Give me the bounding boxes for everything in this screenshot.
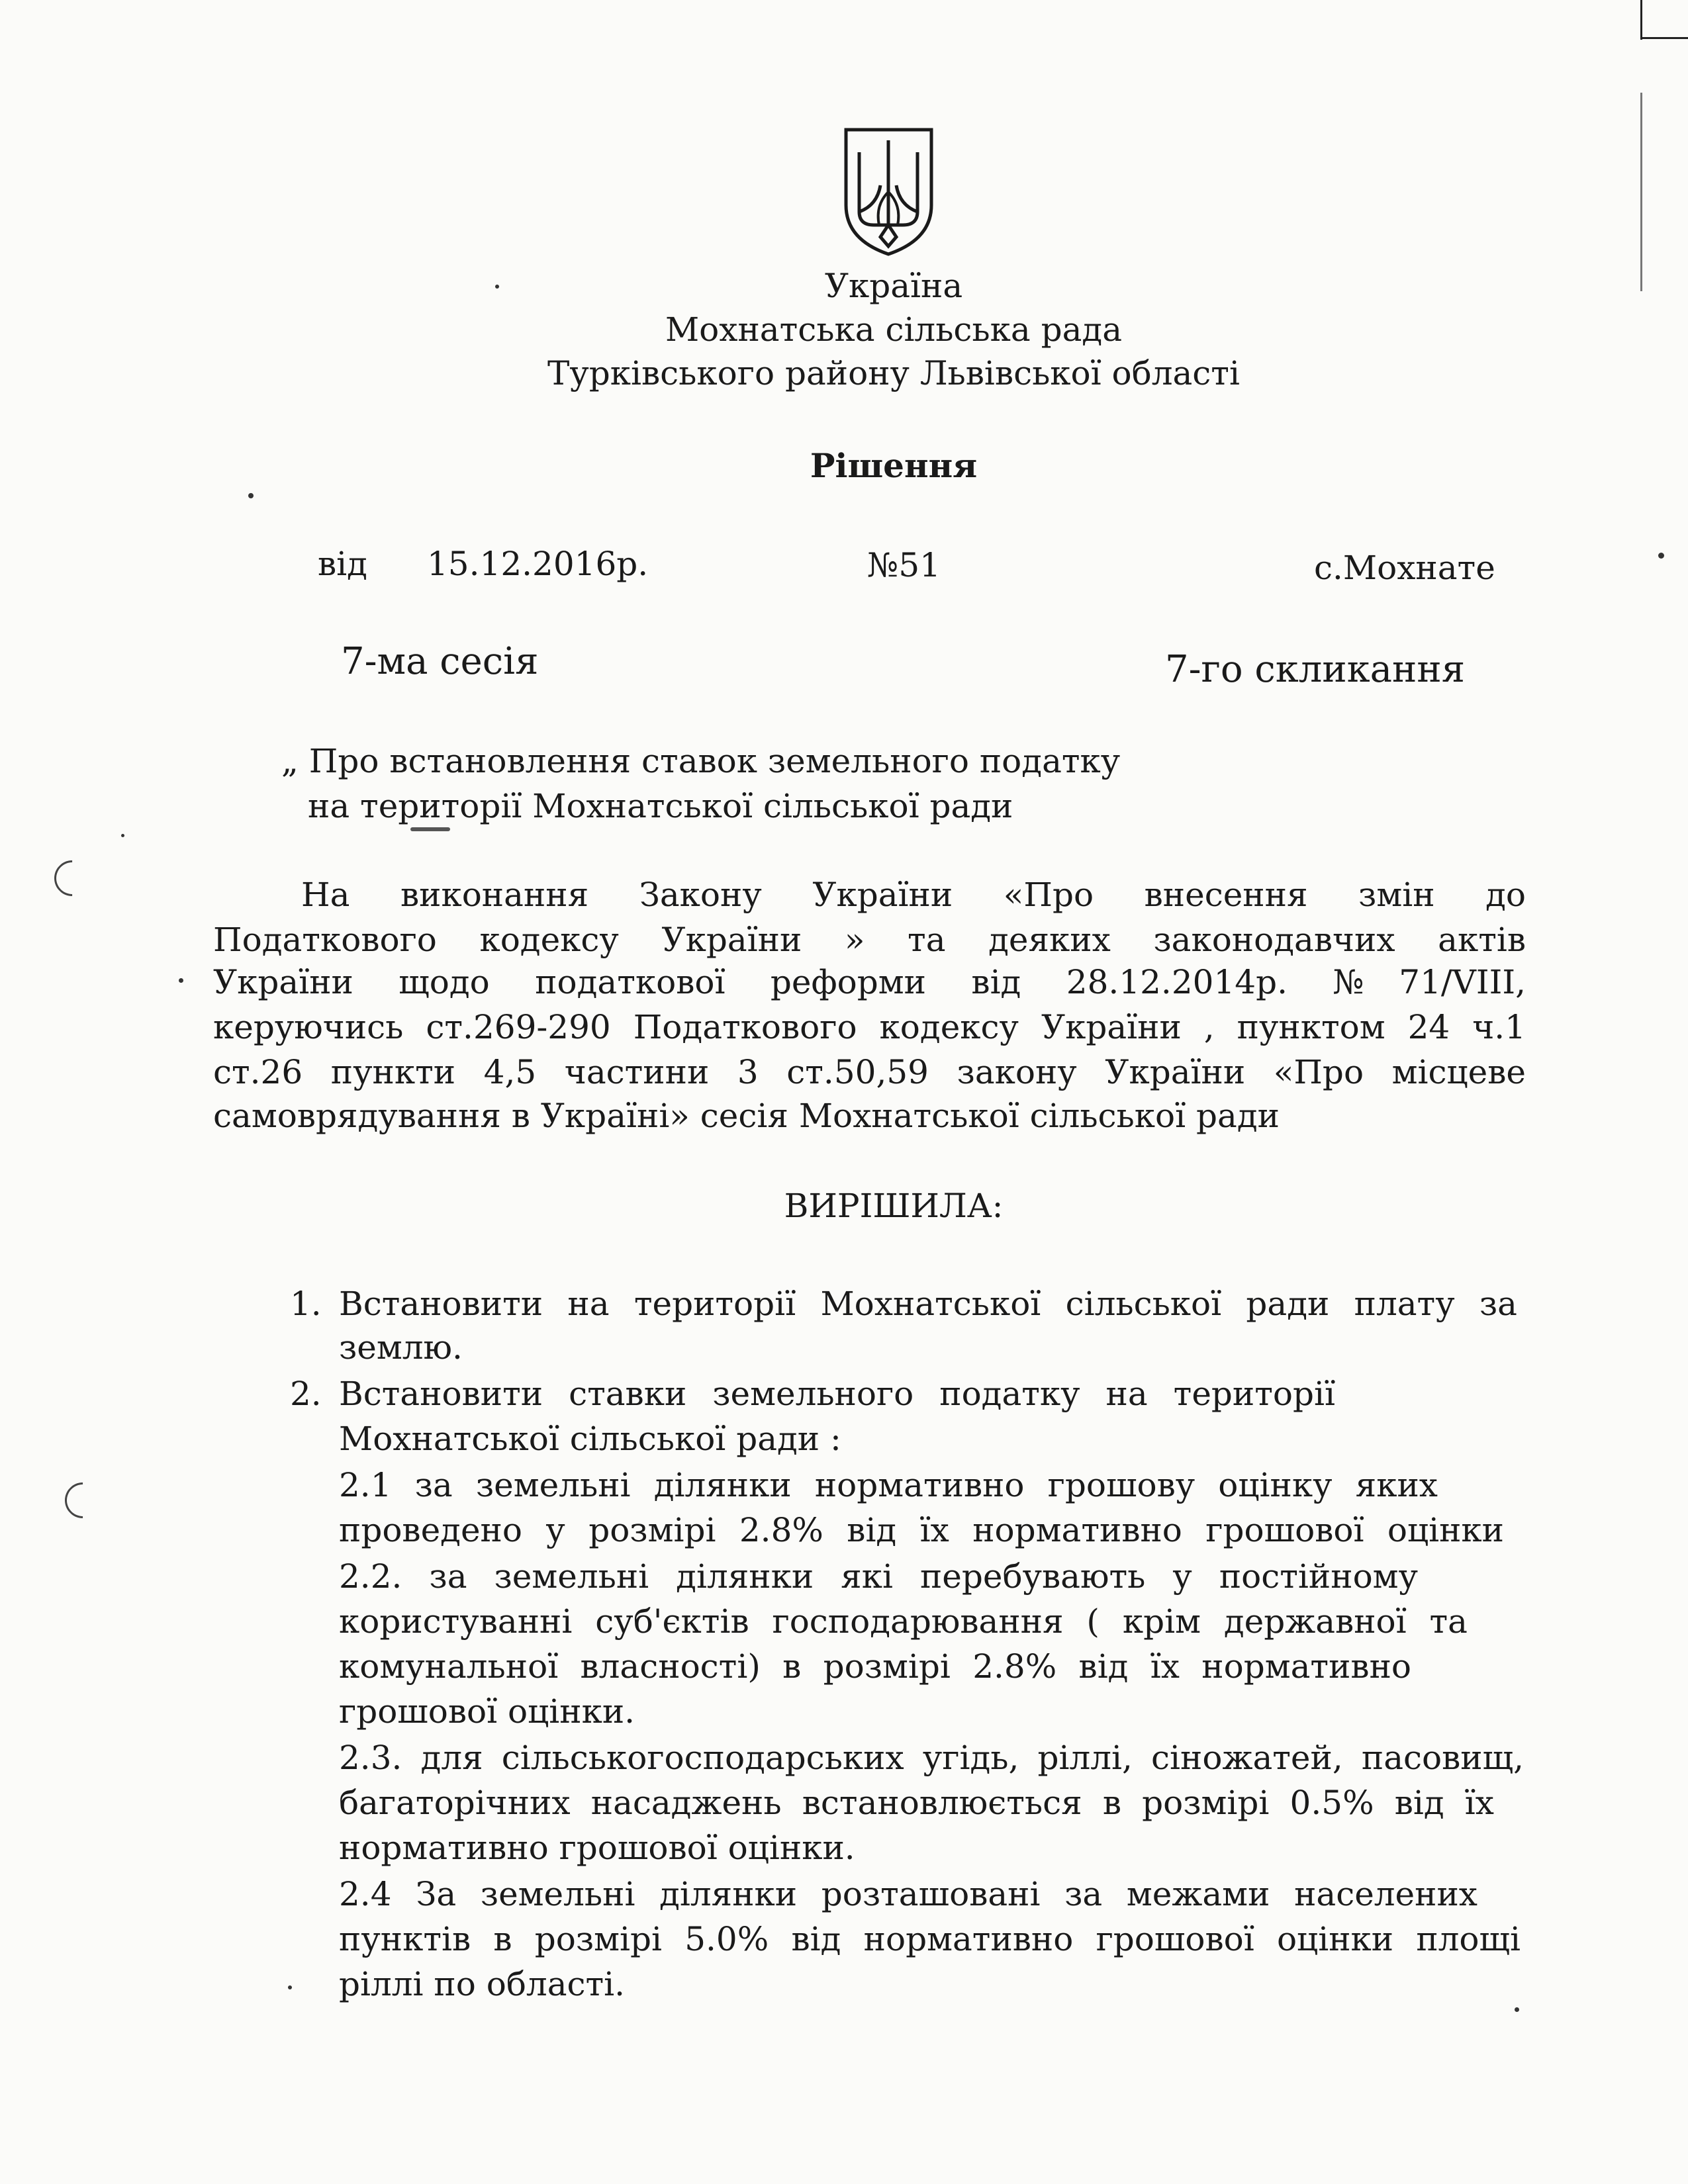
item-2-number: 2. bbox=[290, 1375, 322, 1413]
preamble-line: України щодо податкової реформи від 28.12.2014р. №71/VIII, bbox=[213, 963, 1526, 1001]
subject-line-2: на території Мохнатської сільської ради bbox=[308, 787, 1013, 825]
scan-speck bbox=[179, 978, 183, 983]
subject-line-1: „ Про встановлення ставок земельного податку bbox=[281, 742, 1121, 780]
village-name: с.Мохнате bbox=[1314, 549, 1495, 587]
scan-edge-line bbox=[1640, 37, 1688, 39]
convocation-label: 7-го скликання bbox=[1165, 648, 1466, 691]
decision-date: 15.12.2016р. bbox=[427, 545, 649, 583]
scan-speck bbox=[495, 285, 499, 289]
subitem-2-4-line: пунктів в розмірі 5.0% від нормативно грошової оцінки площі bbox=[339, 1920, 1521, 1958]
scan-speck bbox=[248, 493, 254, 498]
scan-edge-line bbox=[1640, 93, 1642, 291]
preamble-line: самоврядування в Україні» сесія Мохнатської сільської ради bbox=[213, 1097, 1280, 1135]
scan-punch-hole-mark bbox=[47, 853, 97, 903]
date-prefix: від bbox=[318, 545, 367, 583]
preamble-line: керуючись ст.269-290 Податкового кодексу України , пунктом 24 ч.1 bbox=[213, 1008, 1526, 1046]
country-title: Україна bbox=[824, 267, 963, 305]
decided-heading: ВИРІШИЛА: bbox=[784, 1187, 1004, 1225]
preamble-line: Податкового кодексу України » та деяких законодавчих актів bbox=[213, 921, 1526, 959]
scan-speck bbox=[121, 834, 124, 837]
subitem-2-3-line: нормативно грошової оцінки. bbox=[339, 1829, 855, 1867]
preamble-line: На виконання Закону України «Про внесення змін до bbox=[301, 876, 1526, 914]
item-1-line-1: Встановити на території Мохнатської сільської ради плату за bbox=[339, 1285, 1517, 1323]
item-2-line-1: Встановити ставки земельного податку на території bbox=[339, 1375, 1335, 1413]
subitem-2-2-line: грошової оцінки. bbox=[339, 1692, 635, 1731]
session-label: 7-ма сесія bbox=[341, 640, 539, 683]
scan-speck bbox=[410, 827, 450, 831]
document-type: Рішення bbox=[810, 446, 978, 485]
subitem-2-2-line: користуванні суб'єктів господарювання ( крім державної та bbox=[339, 1602, 1468, 1641]
preamble-line: ст.26 пункти 4,5 частини 3 ст.50,59 закону України «Про місцеве bbox=[213, 1053, 1526, 1091]
item-2-line-2: Мохнатської сільської ради : bbox=[339, 1420, 841, 1458]
subitem-2-3-line: багаторічних насаджень встановлюється в розмірі 0.5% від їх bbox=[339, 1784, 1494, 1822]
item-1-number: 1. bbox=[290, 1285, 322, 1323]
subitem-2-4-line: ріллі по області. bbox=[339, 1965, 626, 2003]
subitem-2-1-line: 2.1 за земельні ділянки нормативно грошову оцінку яких bbox=[339, 1466, 1438, 1504]
scan-speck bbox=[1515, 2007, 1519, 2012]
scan-punch-hole-mark bbox=[58, 1475, 108, 1525]
scan-speck bbox=[288, 1985, 292, 1989]
district-name: Турківського району Львівської області bbox=[547, 354, 1240, 392]
subitem-2-2-line: 2.2. за земельні ділянки які перебувають у постійному bbox=[339, 1557, 1418, 1596]
council-name: Мохнатська сільська рада bbox=[665, 310, 1123, 349]
subitem-2-2-line: комунальної власності) в розмірі 2.8% від їх нормативно bbox=[339, 1647, 1411, 1686]
item-1-line-2: землю. bbox=[339, 1328, 463, 1367]
scan-edge-line bbox=[1640, 0, 1642, 40]
decision-number: №51 bbox=[867, 546, 941, 584]
scan-speck bbox=[1658, 553, 1664, 559]
coat-of-arms-emblem bbox=[841, 126, 937, 258]
subitem-2-1-line: проведено у розмірі 2.8% від їх нормативно грошової оцінки bbox=[339, 1511, 1504, 1549]
subitem-2-3-line: 2.3. для сільськогосподарських угідь, ріллі, сіножатей, пасовищ, bbox=[339, 1739, 1524, 1777]
subitem-2-4-line: 2.4 За земельні ділянки розташовані за межами населених bbox=[339, 1875, 1477, 1913]
